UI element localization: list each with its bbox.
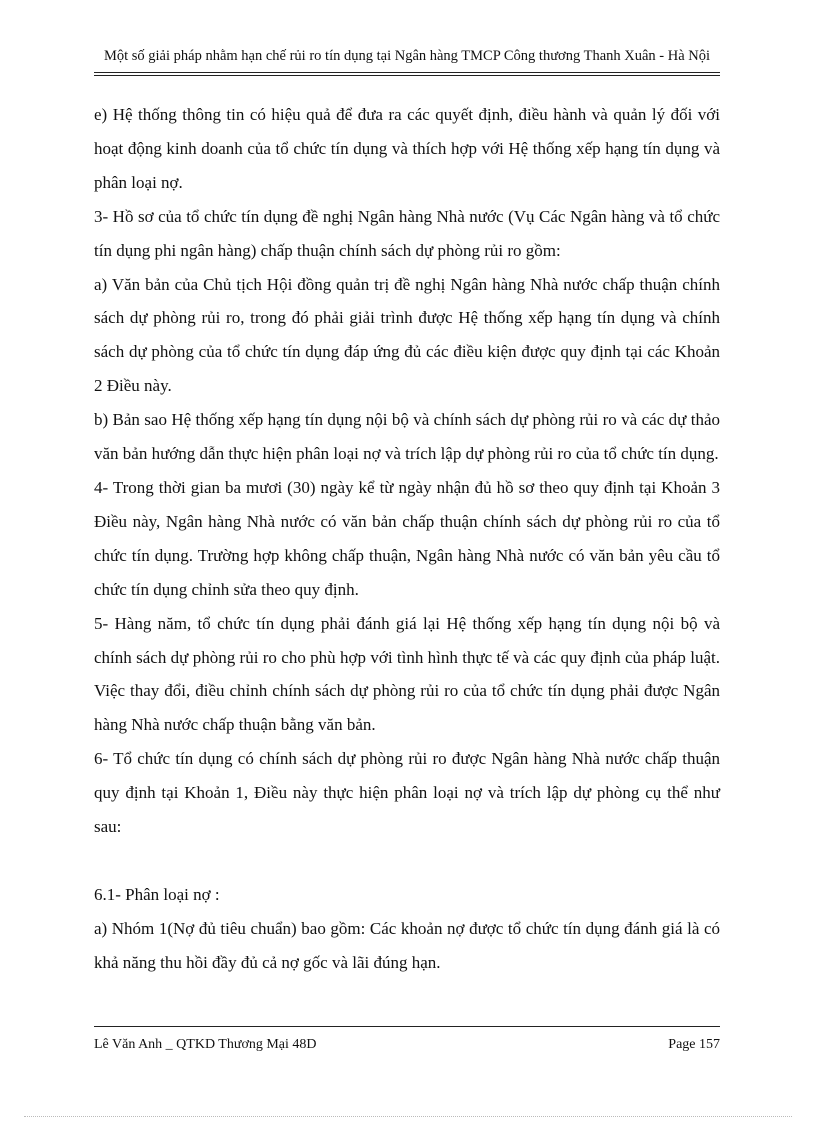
paragraph-5: 5- Hàng năm, tổ chức tín dụng phải đánh giá lại Hệ thống xếp hạng tín dụng nội bộ và chính sách dự phòng rủi ro cho phù hợp với tình hình thực tế và các quy định của pháp luật. Việc thay đổi, điều chỉnh chính sách dự phòng rủi ro của tổ chức tín dụng phải được Ngân hàng Nhà nước chấp thuận bằng văn bản. xyxy=(94,613,720,735)
paragraph-3a: a) Văn bản của Chủ tịch Hội đồng quản trị đề nghị Ngân hàng Nhà nước chấp thuận chính sách dự phòng rủi ro, trong đó phải giải trình được Hệ thống xếp hạng tín dụng và chính sách dự phòng của tổ chức tín dụng đáp ứng đủ các điều kiện được quy định tại các Khoản 2 Điều này. xyxy=(94,274,720,396)
running-header: Một số giải pháp nhằm hạn chế rủi ro tín dụng tại Ngân hàng TMCP Công thương Thanh Xuân - Hà Nội xyxy=(103,48,711,64)
page-bottom-edge xyxy=(24,1116,792,1117)
document-body xyxy=(94,98,720,980)
page-number: Page 157 xyxy=(668,1037,720,1052)
footer-author: Lê Văn Anh _ QTKD Thương Mại 48D xyxy=(94,1037,317,1052)
blank-line xyxy=(94,844,720,878)
paragraph-4: 4- Trong thời gian ba mươi (30) ngày kể từ ngày nhận đủ hồ sơ theo quy định tại Khoản 3 Điều này, Ngân hàng Nhà nước có văn bản chấp thuận chính sách dự phòng rủi ro của tổ chức tín dụng. Trường hợp không chấp thuận, Ngân hàng Nhà nước có văn bản yêu cầu tổ chức tín dụng chỉnh sửa theo quy định. xyxy=(94,477,720,599)
section-heading: 6.1- Phân loại nợ : xyxy=(94,884,220,904)
header-rule xyxy=(94,72,720,76)
paragraph-e: e) Hệ thống thông tin có hiệu quả để đưa ra các quyết định, điều hành và quản lý đối với hoạt động kinh doanh của tổ chức tín dụng và thích hợp với Hệ thống xếp hạng tín dụng và phân loại nợ. xyxy=(94,105,720,192)
paragraph-3: 3- Hồ sơ của tổ chức tín dụng đề nghị Ngân hàng Nhà nước (Vụ Các Ngân hàng và tổ chức tín dụng phi ngân hàng) chấp thuận chính sách dự phòng rủi ro gồm: xyxy=(94,206,720,260)
footer-rule xyxy=(94,1026,720,1027)
paragraph-6: 6- Tổ chức tín dụng có chính sách dự phòng rủi ro được Ngân hàng Nhà nước chấp thuận quy định tại Khoản 1, Điều này thực hiện phân loại nợ và trích lập dự phòng cụ thể như sau: xyxy=(94,749,720,837)
paragraph-3b: b) Bản sao Hệ thống xếp hạng tín dụng nội bộ và chính sách dự phòng rủi ro và các dự thảo văn bản hướng dẫn thực hiện phân loại nợ và trích lập dự phòng rủi ro của tổ chức tín dụng. xyxy=(94,410,720,464)
paragraph-6-1-a: a) Nhóm 1(Nợ đủ tiêu chuẩn) bao gồm: Các khoản nợ được tổ chức tín dụng đánh giá là có khả năng thu hồi đầy đủ cả nợ gốc và lãi đúng hạn. xyxy=(94,918,720,972)
running-footer xyxy=(94,1037,720,1053)
